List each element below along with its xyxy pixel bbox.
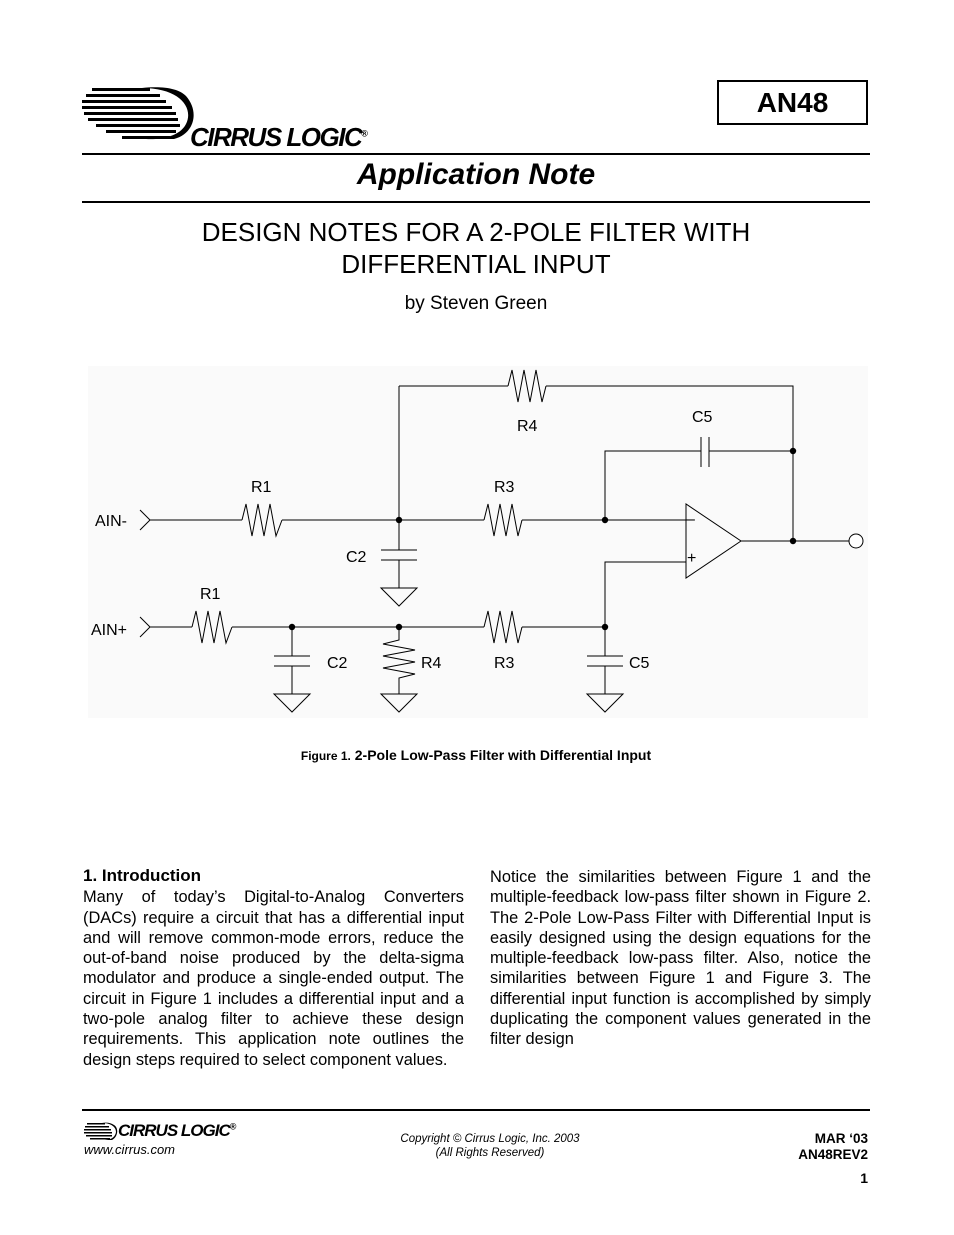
cirrus-logic-logo: CIRRUS LOGIC® <box>82 82 372 152</box>
page-title <box>82 216 870 280</box>
label-ain-minus: AIN- <box>95 513 127 530</box>
circuit-diagram <box>88 366 868 718</box>
intro-column <box>83 866 464 1070</box>
title-line-2: DIFFERENTIAL INPUT <box>341 249 611 279</box>
label-opamp-plus: + <box>687 550 697 567</box>
header-rule-bottom <box>82 201 870 203</box>
label-r1-top: R1 <box>251 479 272 496</box>
logo-wordmark: CIRRUS LOGIC <box>190 122 362 152</box>
page-number: 1 <box>860 1170 868 1186</box>
doc-date: MAR ‘03 <box>814 1131 868 1146</box>
label-r1-bottom: R1 <box>200 586 221 603</box>
node-dot <box>790 448 796 454</box>
node-dot <box>396 624 402 630</box>
node-dot <box>602 517 608 523</box>
title-line-1: DESIGN NOTES FOR A 2-POLE FILTER WITH <box>201 217 751 247</box>
section-heading: 1. Introduction <box>83 866 202 885</box>
label-c2-upper: C2 <box>346 549 367 566</box>
right-column <box>490 867 871 1050</box>
figure-caption <box>82 747 870 763</box>
label-ain-plus: AIN+ <box>91 622 128 639</box>
label-r3-top: R3 <box>494 479 515 496</box>
copyright-line-2: (All Rights Reserved) <box>435 1147 545 1159</box>
label-c5-top: C5 <box>692 409 713 426</box>
footer-url-link[interactable]: www.cirrus.com <box>84 1142 176 1157</box>
node-dot <box>289 624 295 630</box>
node-dot <box>790 538 796 544</box>
label-r3-lower: R3 <box>494 655 515 672</box>
doc-revision: AN48REV2 <box>798 1147 868 1162</box>
footer-logo-swirl-icon <box>84 1122 118 1142</box>
node-dot <box>602 624 608 630</box>
intro-paragraph: Many of today’s Digital-to-Analog Converters (DACs) require a circuit that has a differential input and will remove common-mode errors, reduce the out-of-band noise produced by the delta-sigma modulator and produce a single-ended output. The circuit in Figure 1 includes a differential input and a two-pole analog filter to achieve these design requirements. This application note outlines the design steps required to select component values. <box>83 888 464 1069</box>
header-rule-top <box>82 153 870 155</box>
copyright-line-1: Copyright © Cirrus Logic, Inc. 2003 <box>400 1133 580 1145</box>
label-opamp-minus: – <box>686 511 695 528</box>
author: by Steven Green <box>404 293 548 314</box>
label-r4-top: R4 <box>517 418 538 435</box>
footer-logo-wordmark: CIRRUS LOGIC <box>118 1121 230 1140</box>
document-type: Application Note <box>356 158 596 191</box>
output-terminal-icon <box>849 534 863 548</box>
label-c5-lower: C5 <box>629 655 650 672</box>
copyright <box>340 1132 640 1160</box>
footer-logo: CIRRUS LOGIC® <box>84 1120 284 1142</box>
footer-doc-info <box>740 1131 868 1163</box>
label-c2-lower: C2 <box>327 655 348 672</box>
label-r4-lower: R4 <box>421 655 442 672</box>
logo-swirl-icon <box>82 84 202 142</box>
footer-rule <box>82 1109 870 1111</box>
figure-title: 2-Pole Low-Pass Filter with Differential Input <box>354 747 652 763</box>
node-dot <box>396 517 402 523</box>
figure-number: Figure 1. <box>300 749 351 763</box>
right-paragraph: Notice the similarities between Figure 1 and the multiple-feedback low-pass filter shown in Figure 2. The 2-Pole Low-Pass Filter with Differential Input is easily designed using the design equations for the multiple-feedback low-pass filter. Also, notice the similarities between Figure 1 and Figure 3. The differential input function is accomplished by simply duplicating the component values generated in the filter design <box>490 868 871 1049</box>
document-number: AN48 <box>717 80 868 125</box>
